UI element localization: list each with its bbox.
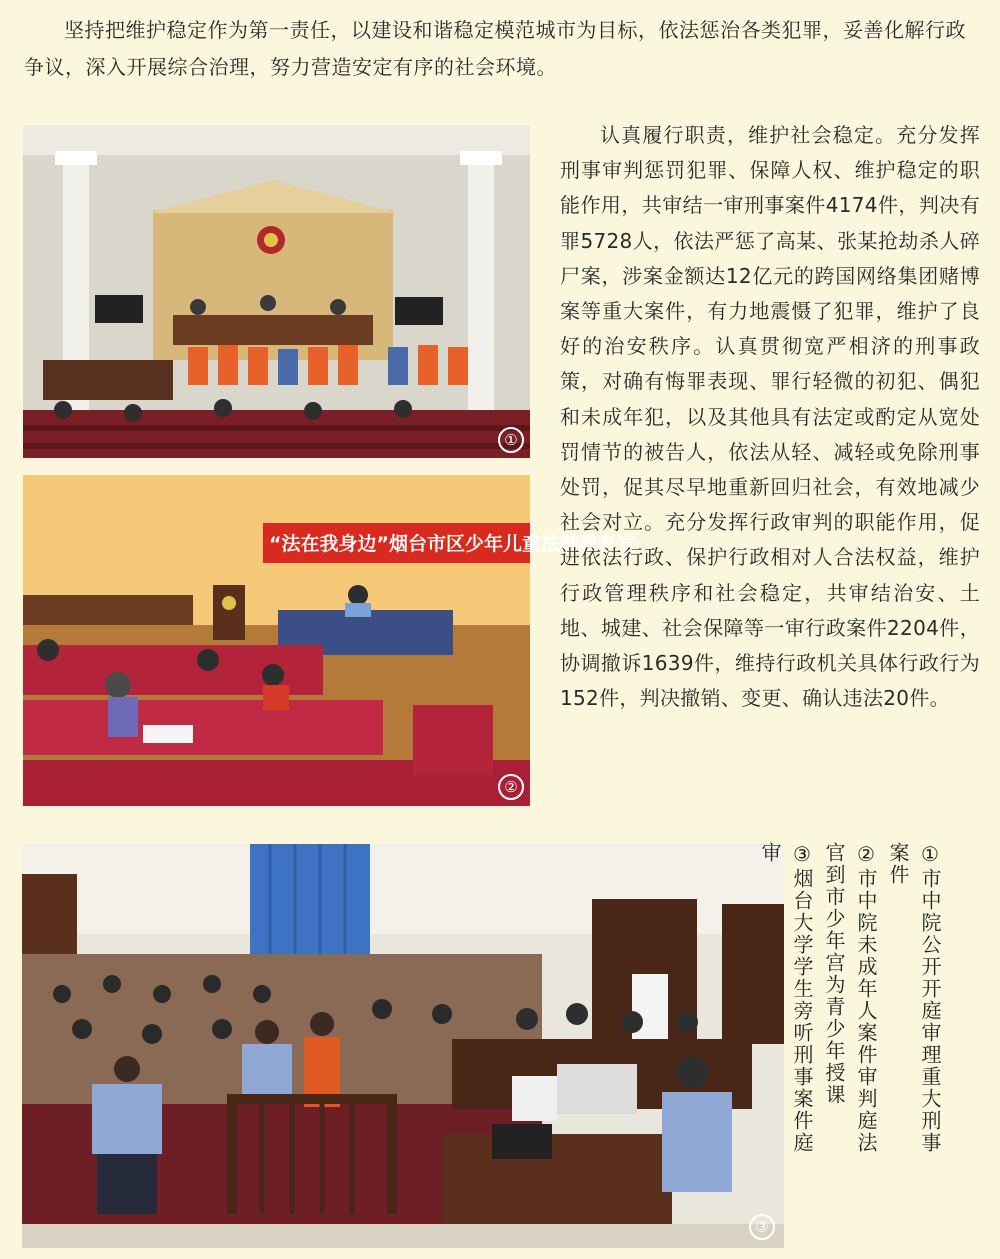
photo-student-observation <box>22 844 784 1248</box>
caption-1: ①市中院公开开庭审理重大刑事案件 <box>886 842 942 1154</box>
photo-marker: ③ <box>749 1214 775 1240</box>
photo-marker: ② <box>498 774 524 800</box>
photo-legal-class <box>23 475 636 806</box>
banner-text: “法在我身边”烟台市区少年儿童法制教育宣 <box>269 533 636 555</box>
photo-captions <box>758 842 946 1172</box>
caption-2: ②市中院未成年人案件审判庭法官到市少年宫为青少年授课 <box>822 842 878 1154</box>
body-paragraph: 认真履行职责，维护社会稳定。充分发挥刑事审判惩罚犯罪、保障人权、维护稳定的职能作用，共审结一审刑事案件4174件，判决有罪5728人，依法严惩了高某、张某抢劫杀人碎尸案，涉案金额达12亿元的跨国网络集团赌博案等重大案件，有力地震慑了犯罪，维护了良好的治安秩序。认真贯彻宽严相济的刑事政策，对确有悔罪表现、罪行轻微的初犯、偶犯和未成年犯，以及其他具有法定或酌定从宽处罚情节的被告人，依法从轻、减轻或免除刑事处罚，促其尽早地重新回归社会，有效地减少社会对立。充分发挥行政审判的职能作用，促进依法行政、保护行政相对人合法权益，维护行政管理秩序和社会稳定，共审结治安、土地、城建、社会保障等一审行政案件2204件，协调撤诉1639件，维持行政机关具体行政行为152件，判决撤销、变更、确认违法20件。 <box>560 123 980 711</box>
intro-paragraph: 坚持把维护稳定作为第一责任，以建设和谐稳定模范城市为目标，依法惩治各类犯罪，妥善化解行政争议，深入开展综合治理，努力营造安定有序的社会环境。 <box>24 18 966 79</box>
caption-3: ③烟台大学学生旁听刑事案件庭审 <box>758 842 814 1154</box>
photo-marker: ① <box>498 427 524 453</box>
photo-courtroom-trial <box>23 125 530 458</box>
